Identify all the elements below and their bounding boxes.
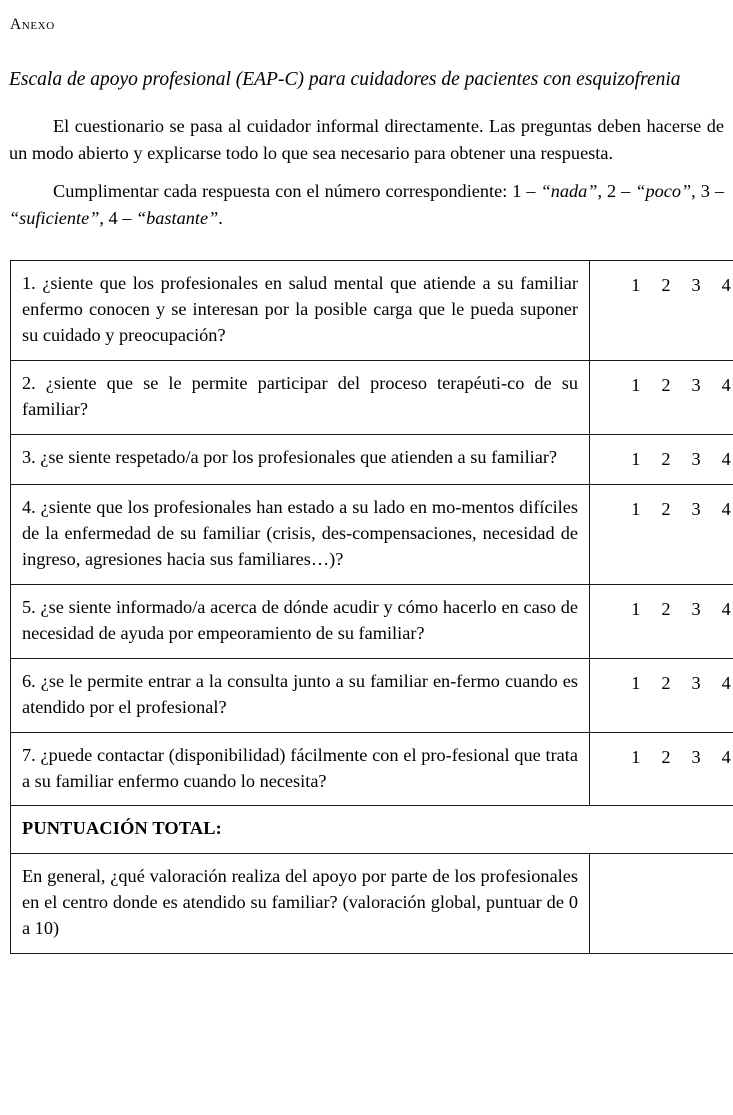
intro-paragraph-1-text: El cuestionario se pasa al cuidador informal directamente. Las preguntas deben hacerse de un modo abierto y explicarse todo lo que sea necesario para obtener una respuesta. [9, 116, 724, 164]
table-row [11, 658, 733, 732]
scoring-label-1: “nada” [540, 181, 598, 202]
total-label: PUNTUACIÓN TOTAL: [11, 806, 733, 854]
option-2[interactable]: 2 [661, 672, 671, 693]
question-text: 6. ¿se le permite entrar a la consulta junto a su familiar en-fermo cuando es atendido por el profesional? [11, 658, 590, 732]
table-row [11, 732, 733, 806]
scoring-label-2: “poco” [635, 181, 692, 202]
option-4[interactable]: 4 [721, 448, 731, 469]
option-2[interactable]: 2 [661, 498, 671, 519]
table-row [11, 584, 733, 658]
option-row [601, 745, 733, 771]
option-row [601, 497, 733, 523]
annexo-label: Anexo [10, 16, 55, 33]
option-row [601, 597, 733, 623]
option-2[interactable]: 2 [661, 374, 671, 395]
eapc-scale-table [10, 260, 733, 954]
option-cell[interactable] [590, 658, 733, 732]
question-text: 4. ¿siente que los profesionales han estado a su lado en mo-mentos difíciles de la enfermedad de su familiar (crisis, des-compensaciones, necesidad de ingreso, agresiones hacia sus familiares…)? [11, 484, 590, 584]
intro-paragraph-2 [9, 178, 724, 232]
global-answer-cell[interactable] [590, 854, 733, 954]
scoring-sep-3: , 4 – [99, 208, 136, 229]
scoring-sep-1: , 2 – [597, 181, 636, 202]
option-4[interactable]: 4 [721, 374, 731, 395]
option-1[interactable]: 1 [631, 746, 641, 767]
question-text: 2. ¿siente que se le permite participar del proceso terapéuti-co de su familiar? [11, 360, 590, 434]
scoring-label-3: “suficiente” [9, 208, 100, 229]
option-3[interactable]: 3 [691, 746, 701, 767]
option-2[interactable]: 2 [661, 448, 671, 469]
option-row [601, 447, 733, 473]
option-1[interactable]: 1 [631, 274, 641, 295]
option-cell[interactable] [590, 360, 733, 434]
option-4[interactable]: 4 [721, 598, 731, 619]
scoring-label-4: “bastante” [135, 208, 219, 229]
option-1[interactable]: 1 [631, 672, 641, 693]
table-row [11, 260, 733, 360]
option-2[interactable]: 2 [661, 274, 671, 295]
question-text: 7. ¿puede contactar (disponibilidad) fácilmente con el pro-fesional que trata a su familiar enfermo cuando lo necesita? [11, 732, 590, 806]
option-3[interactable]: 3 [691, 598, 701, 619]
option-cell[interactable] [590, 732, 733, 806]
total-row [11, 806, 733, 854]
option-row [601, 373, 733, 399]
option-cell[interactable] [590, 434, 733, 484]
option-cell[interactable] [590, 260, 733, 360]
option-cell[interactable] [590, 484, 733, 584]
annexo-heading [10, 16, 727, 34]
question-text: 3. ¿se siente respetado/a por los profesionales que atienden a su familiar? [11, 434, 590, 484]
option-1[interactable]: 1 [631, 374, 641, 395]
scoring-sep-2: , 3 – [691, 181, 725, 202]
option-2[interactable]: 2 [661, 746, 671, 767]
option-1[interactable]: 1 [631, 598, 641, 619]
scoring-instruction-lead: Cumplimentar cada respuesta con el número correspondiente: 1 – [53, 181, 541, 202]
option-4[interactable]: 4 [721, 672, 731, 693]
question-text: 1. ¿siente que los profesionales en salud mental que atiende a su familiar enfermo conocen y se interesan por la posible carga que le pueda suponer su cuidado y preocupación? [11, 260, 590, 360]
table-row [11, 360, 733, 434]
option-3[interactable]: 3 [691, 374, 701, 395]
option-1[interactable]: 1 [631, 498, 641, 519]
global-question-row [11, 854, 733, 954]
option-cell[interactable] [590, 584, 733, 658]
option-row [601, 273, 733, 299]
table-row [11, 484, 733, 584]
option-3[interactable]: 3 [691, 448, 701, 469]
option-3[interactable]: 3 [691, 672, 701, 693]
option-3[interactable]: 3 [691, 498, 701, 519]
global-question-text: En general, ¿qué valoración realiza del apoyo por parte de los profesionales en el centro donde es atendido su familiar? (valoración global, puntuar de 0 a 10) [11, 854, 590, 954]
scale-title: Escala de apoyo profesional (EAP-C) para cuidadores de pacientes con esquizofrenia [9, 69, 681, 90]
option-3[interactable]: 3 [691, 274, 701, 295]
option-row [601, 671, 733, 697]
option-4[interactable]: 4 [721, 746, 731, 767]
question-text: 5. ¿se siente informado/a acerca de dónde acudir y cómo hacerlo en caso de necesidad de ayuda por empeoramiento de su familiar? [11, 584, 590, 658]
option-4[interactable]: 4 [721, 274, 731, 295]
scoring-period: . [218, 208, 223, 229]
intro-paragraph-1 [9, 113, 724, 167]
table-row [11, 434, 733, 484]
option-2[interactable]: 2 [661, 598, 671, 619]
option-1[interactable]: 1 [631, 448, 641, 469]
option-4[interactable]: 4 [721, 498, 731, 519]
